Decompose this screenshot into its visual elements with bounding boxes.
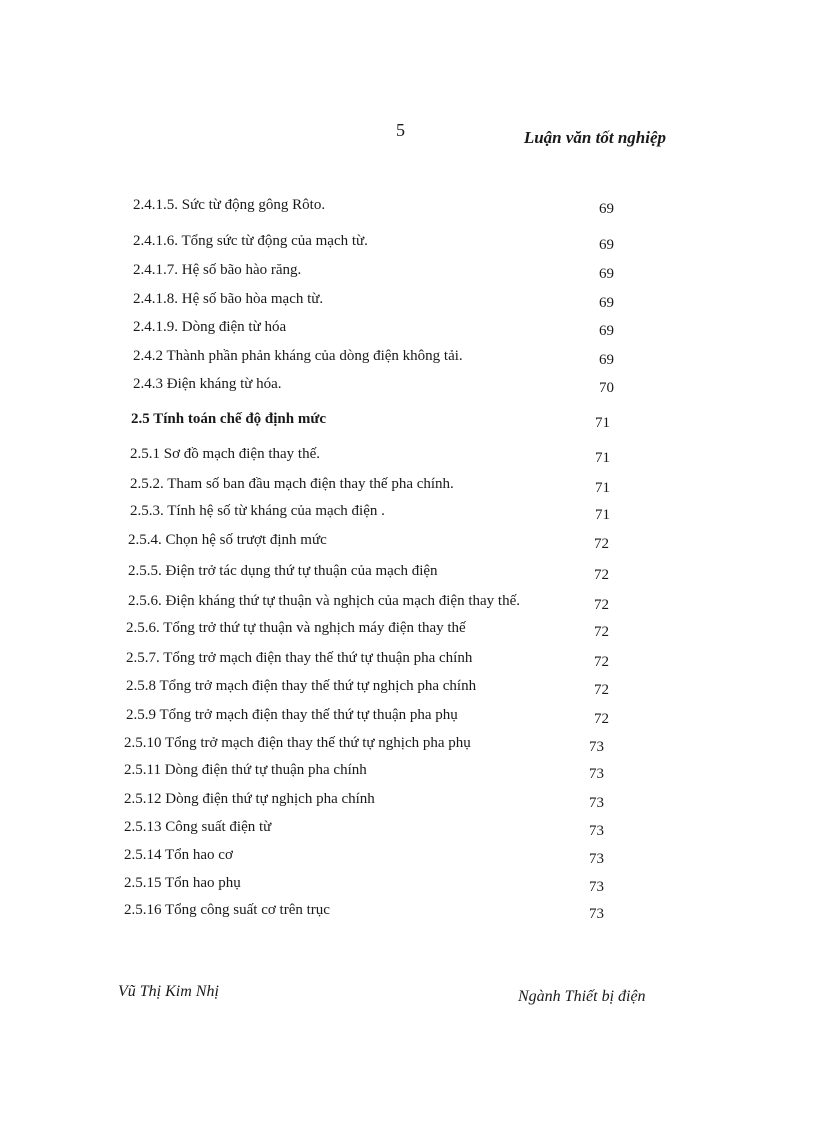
toc-entry <box>0 847 816 873</box>
toc-entry <box>0 532 816 558</box>
toc-entry-label: 2.5.4. Chọn hệ số trượt định mức <box>128 532 327 548</box>
toc-entry-page: 73 <box>589 823 604 839</box>
toc-entry-page: 72 <box>594 682 609 698</box>
toc-entry-label: 2.4.3 Điện kháng từ hóa. <box>133 376 282 392</box>
toc-entry <box>0 503 816 529</box>
toc-entry <box>0 735 816 761</box>
toc-entry <box>0 563 816 589</box>
toc-entry-page: 69 <box>599 266 614 282</box>
toc-entry-page: 73 <box>589 795 604 811</box>
toc-entry-label: 2.5.11 Dòng điện thứ tự thuận pha chính <box>124 762 367 778</box>
toc-entry-label: 2.5.13 Công suất điện từ <box>124 819 272 835</box>
toc-entry-label: 2.5.8 Tổng trở mạch điện thay thế thứ tự nghịch pha chính <box>126 678 477 694</box>
toc-entry-page: 73 <box>589 739 604 755</box>
toc-entry-label: 2.5.5. Điện trở tác dụng thứ tự thuận của mạch điện <box>128 563 438 579</box>
toc-entry <box>0 819 816 845</box>
toc-entry-label: 2.5.6. Điện kháng thứ tự thuận và nghịch của mạch điện thay thế. <box>128 593 520 609</box>
toc-entry-page: 69 <box>599 295 614 311</box>
toc-entry-label: 2.5.2. Tham số ban đầu mạch điện thay thế pha chính. <box>130 476 454 492</box>
toc-entry-page: 72 <box>594 567 609 583</box>
toc-entry-page: 69 <box>599 201 614 217</box>
toc-entry <box>0 902 816 928</box>
toc-entry-label: 2.5.15 Tổn hao phụ <box>124 875 241 891</box>
toc-entry <box>0 262 816 288</box>
toc-entry-page: 73 <box>589 766 604 782</box>
toc-entry <box>0 707 816 733</box>
toc-entry <box>0 376 816 402</box>
toc-entry-page: 71 <box>595 415 610 431</box>
toc-entry-label: 2.4.1.9. Dòng điện từ hóa <box>133 319 287 335</box>
toc-entry-page: 72 <box>594 624 609 640</box>
toc-entry-page: 72 <box>594 536 609 552</box>
toc-entry-page: 69 <box>599 323 614 339</box>
toc-entry-label: 2.5.7. Tổng trở mạch điện thay thế thứ tự thuận pha chính <box>126 650 473 666</box>
toc-entry-label: 2.5 Tính toán chế độ định mức <box>131 411 327 427</box>
toc-entry <box>0 233 816 259</box>
toc-entry <box>0 875 816 901</box>
toc-entry <box>0 319 816 345</box>
toc-entry <box>0 762 816 788</box>
toc-entry-label: 2.5.9 Tổng trở mạch điện thay thế thứ tự thuận pha phụ <box>126 707 458 723</box>
toc-entry-page: 72 <box>594 711 609 727</box>
toc-entry-label: 2.5.12 Dòng điện thứ tự nghịch pha chính <box>124 791 375 807</box>
toc-entry-label: 2.4.1.7. Hệ số bão hào răng. <box>133 262 302 278</box>
page-number: 5 <box>396 120 405 140</box>
toc-entry <box>0 446 816 472</box>
toc-entry-label: 2.5.16 Tổng công suất cơ trên trục <box>124 902 330 918</box>
toc-entry-label: 2.4.1.8. Hệ số bão hòa mạch từ. <box>133 291 324 307</box>
toc-entry-label: 2.5.1 Sơ đồ mạch điện thay thế. <box>130 446 320 462</box>
toc-entry-page: 72 <box>594 597 609 613</box>
toc-entry <box>0 593 816 619</box>
toc-entry-page: 73 <box>589 906 604 922</box>
toc-entry-page: 70 <box>599 380 614 396</box>
toc-entry-label: 2.5.3. Tính hệ số từ kháng của mạch điện . <box>130 503 385 519</box>
footer-author: Vũ Thị Kim Nhị <box>118 983 219 1000</box>
toc-entry-label: 2.4.1.6. Tổng sức từ động của mạch từ. <box>133 233 368 249</box>
toc-entry-page: 71 <box>595 507 610 523</box>
toc-entry-label: 2.4.2 Thành phần phản kháng của dòng điện không tải. <box>133 348 463 364</box>
toc-entry-page: 69 <box>599 237 614 253</box>
toc-entry <box>0 291 816 317</box>
footer-department: Ngành Thiết bị điện <box>518 988 646 1005</box>
toc-entry <box>0 791 816 817</box>
toc-entry-page: 72 <box>594 654 609 670</box>
toc-entry <box>0 620 816 646</box>
toc-entry <box>0 411 816 437</box>
toc-entry <box>0 476 816 502</box>
toc-entry <box>0 197 816 223</box>
toc-entry-label: 2.5.6. Tổng trở thứ tự thuận và nghịch máy điện thay thế <box>126 620 466 636</box>
toc-entry-label: 2.4.1.5. Sức từ động gông Rôto. <box>133 197 326 213</box>
header-title: Luận văn tốt nghiệp <box>523 128 666 147</box>
toc-entry-label: 2.5.10 Tổng trở mạch điện thay thế thứ tự nghịch pha phụ <box>124 735 471 751</box>
toc-entry <box>0 650 816 676</box>
toc-entry-page: 73 <box>589 851 604 867</box>
toc-entry-page: 71 <box>595 450 610 466</box>
toc-entry-page: 69 <box>599 352 614 368</box>
toc-entry-label: 2.5.14 Tổn hao cơ <box>124 847 233 863</box>
toc-entry-page: 71 <box>595 480 610 496</box>
toc-entry <box>0 348 816 374</box>
toc-entry <box>0 678 816 704</box>
toc-entry-page: 73 <box>589 879 604 895</box>
